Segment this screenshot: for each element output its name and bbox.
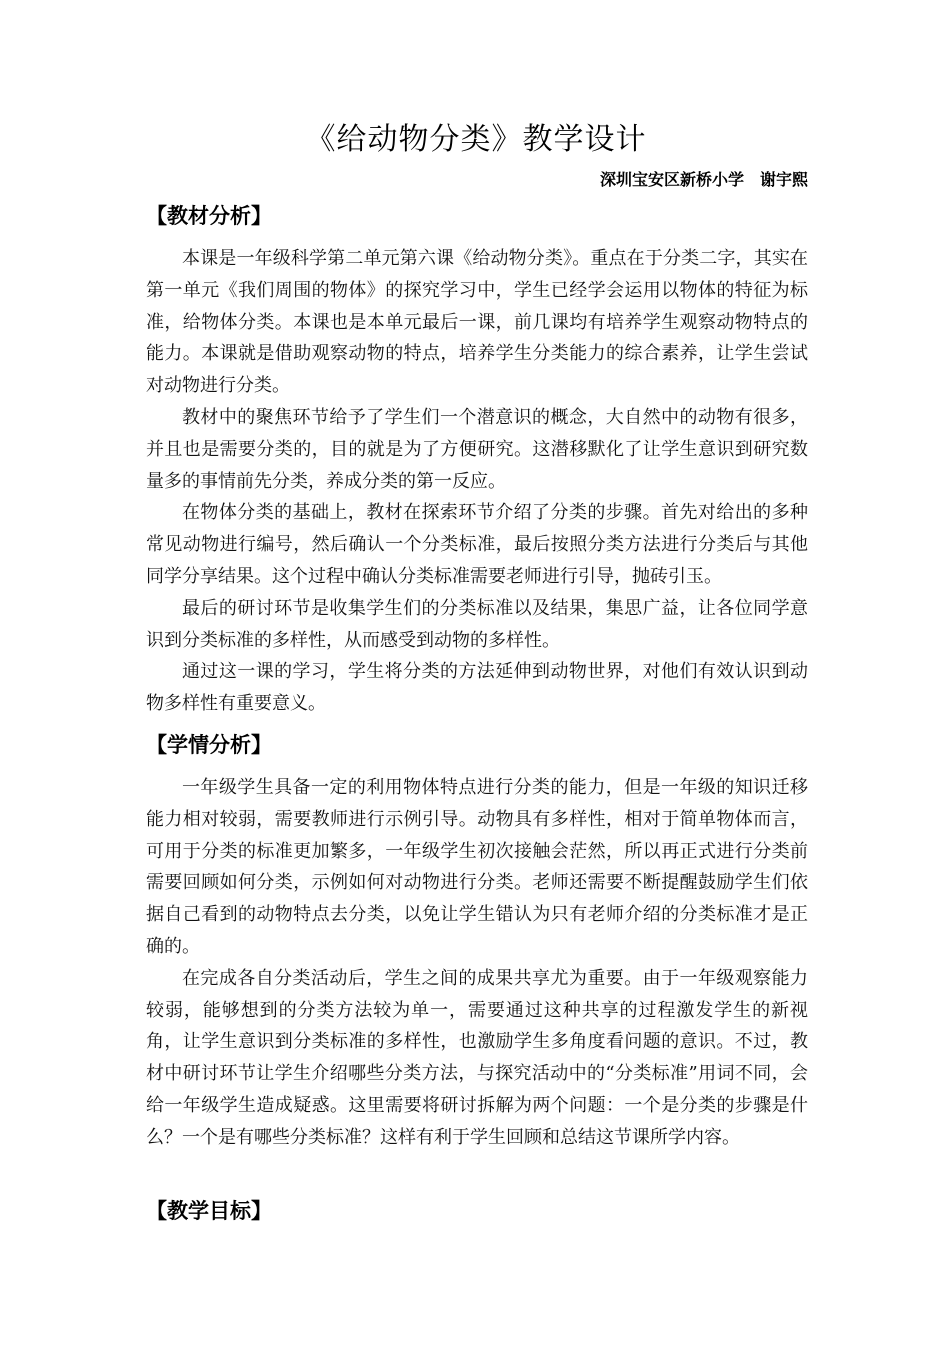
section-heading-textbook-analysis: 【教材分析】 [146, 204, 272, 228]
paragraph: 最后的研讨环节是收集学生们的分类标准以及结果，集思广益，让各位同学意识到分类标准的多样性，从而感受到动物的多样性。 [146, 597, 808, 651]
paragraph: 通过这一课的学习，学生将分类的方法延伸到动物世界，对他们有效认识到动物多样性有重要意义。 [146, 661, 808, 715]
document-title: 《给动物分类》教学设计 [305, 122, 647, 157]
author-line: 深圳宝安区新桥小学 谢宇熙 [599, 170, 808, 189]
paragraph: 一年级学生具备一定的利用物体特点进行分类的能力，但是一年级的知识迁移能力相对较弱，需要教师进行示例引导。动物具有多样性，相对于简单物体而言，可用于分类的标准更加繁多，一年级学生初次接触会茫然，所以再正式进行分类前需要回顾如何分类，示例如何对动物进行分类。老师还需要不断提醒鼓励学生们依据自己看到的动物特点去分类，以免让学生错认为只有老师介绍的分类标准才是正确的。 [146, 777, 808, 957]
section-heading-student-analysis: 【学情分析】 [146, 733, 272, 757]
paragraph: 教材中的聚焦环节给予了学生们一个潜意识的概念，大自然中的动物有很多，并且也是需要分类的，目的就是为了方便研究。这潜移默化了让学生意识到研究数量多的事情前先分类，养成分类的第一反应。 [146, 406, 808, 492]
paragraph: 本课是一年级科学第二单元第六课《给动物分类》。重点在于分类二字，其实在第一单元《我们周围的物体》的探究学习中，学生已经学会运用以物体的特征为标准，给物体分类。本课也是本单元最后一课，前几课均有培养学生观察动物特点的能力。本课就是借助观察动物的特点，培养学生分类能力的综合素养，让学生尝试对动物进行分类。 [146, 248, 808, 397]
section-body-student-analysis [146, 772, 808, 1154]
section-body-textbook-analysis [146, 243, 808, 720]
paragraph: 在物体分类的基础上，教材在探索环节介绍了分类的步骤。首先对给出的多种常见动物进行编号，然后确认一个分类标准，最后按照分类方法进行分类后与其他同学分享结果。这个过程中确认分类标准需要老师进行引导，抛砖引玉。 [146, 502, 808, 587]
section-heading-teaching-goals: 【教学目标】 [146, 1199, 272, 1223]
paragraph: 在完成各自分类活动后，学生之间的成果共享尤为重要。由于一年级观察能力较弱，能够想到的分类方法较为单一，需要通过这种共享的过程激发学生的新视角，让学生意识到分类标准的多样性，也激励学生多角度看问题的意识。不过，教材中研讨环节让学生介绍哪些分类方法，与探究活动中的“分类标准”用词不同，会给一年级学生造成疑惑。这里需要将研讨拆解为两个问题：一个是分类的步骤是什么？一个是有哪些分类标准？这样有利于学生回顾和总结这节课所学内容。 [146, 967, 808, 1148]
